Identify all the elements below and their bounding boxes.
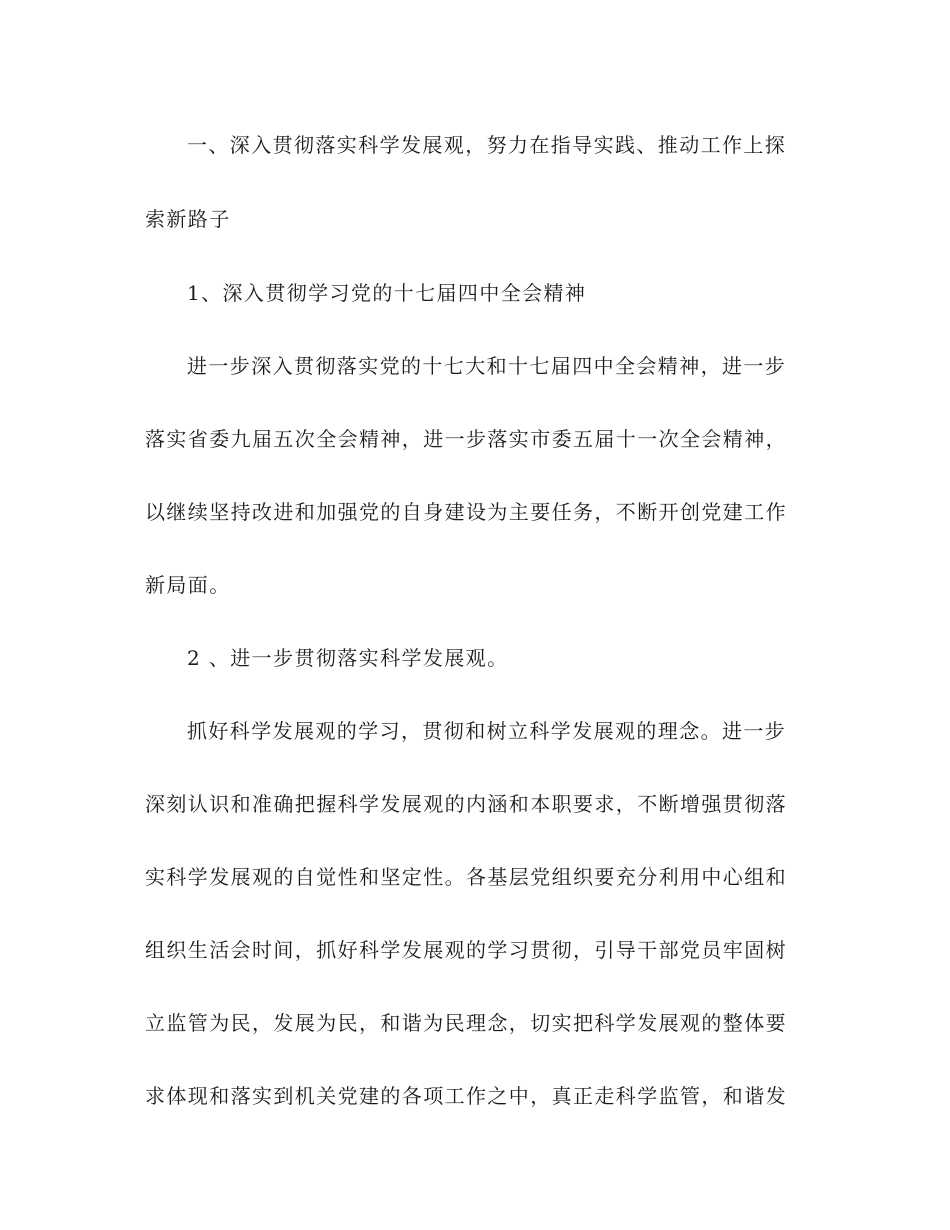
subheading-2: 2 、进一步贯彻落实科学发展观。 xyxy=(187,646,509,670)
heading-section-1-line-1: 一、深入贯彻落实科学发展观，努力在指导实践、推动工作上探 xyxy=(187,133,787,157)
paragraph-1-line-3: 以继续坚持改进和加强党的自身建设为主要任务，不断开创党建工作 xyxy=(145,500,787,524)
paragraph-2-line-2: 深刻认识和准确把握科学发展观的内涵和本职要求，不断增强贯彻落 xyxy=(145,792,787,816)
heading-section-1-line-2: 索新路子 xyxy=(145,207,231,231)
paragraph-2-line-3: 实科学发展观的自觉性和坚定性。各基层党组织要充分利用中心组和 xyxy=(145,865,787,889)
paragraph-2-line-5: 立监管为民，发展为民，和谐为民理念，切实把科学发展观的整体要 xyxy=(145,1011,787,1035)
paragraph-2-line-6: 求体现和落实到机关党建的各项工作之中，真正走科学监管，和谐发 xyxy=(145,1084,787,1108)
paragraph-1-line-1: 进一步深入贯彻落实党的十七大和十七届四中全会精神，进一步 xyxy=(187,354,787,378)
paragraph-2-line-4: 组织生活会时间，抓好科学发展观的学习贯彻，引导干部党员牢固树 xyxy=(145,938,787,962)
paragraph-1-line-2: 落实省委九届五次全会精神，进一步落实市委五届十一次全会精神， xyxy=(145,427,787,451)
paragraph-1-line-4: 新局面。 xyxy=(145,573,231,597)
subheading-1: 1、深入贯彻学习党的十七届四中全会精神 xyxy=(187,281,587,305)
paragraph-2-line-1: 抓好科学发展观的学习，贯彻和树立科学发展观的理念。进一步 xyxy=(187,719,787,743)
